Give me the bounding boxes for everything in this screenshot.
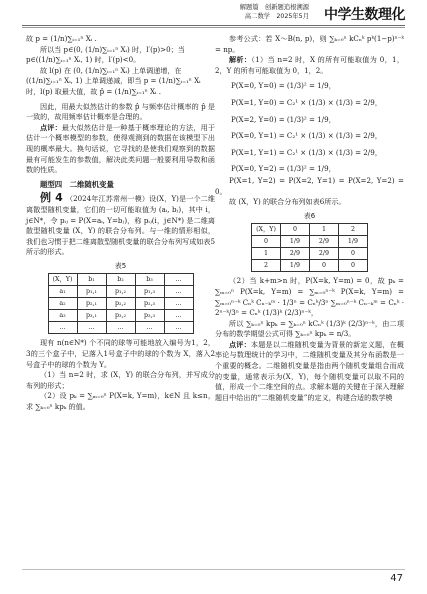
reference-formula: 参考公式：若 X～B(n, p)，则 ∑ₖ₌₀ⁿ kCₙᵏ pᵏ(1−p)ⁿ⁻ᵏ = np。	[215, 34, 404, 54]
table-cell: a₂	[48, 298, 77, 310]
table-cell: 1/9	[281, 260, 310, 272]
right-note-body: 本题是以二维随机变量为背景的新定义题，在概率论与数理统计的学习中，二维随机变量及其分布函数是一个重要的概念。二维随机变量是指由两个随机变量组合而成的变量，通常表示为(X，Y)，每个随机变量可以取不同的值，形成一个二维空间的点。求解本题的关键在于深入理解题目中给出的“二维随机变量”的定义，构建合适的数学模	[215, 339, 405, 402]
table-5-header-row	[48, 274, 193, 286]
question-2: （2）设 pₖ = ∑ₘ₌₀ⁿ P(X=k, Y=m)，k∈N 且 k≤n，求 ∑ₖ₌₀ⁿ kpₖ 的值。	[26, 391, 215, 412]
table-cell: …	[48, 322, 77, 334]
left-note-body: 最大似然估计是一种基于概率理论的方法，用于估计一个概率模型的参数，使得观测到的数据在该模型下出现的概率最大。换句话说，它寻找的是使我们观察到的数据最有可能发生的参数值，解决此类问题一般要利用导数和函数的性质。	[26, 122, 216, 175]
prob-equation: P(X=1, Y=1) = C₂¹ × (1/3) × (1/3) = 2/9，	[231, 147, 382, 157]
table-cell: 0	[310, 260, 339, 272]
after-table-text: 现有 n(n∈N*) 个不同的球等可能地放入编号为1，2，3的三个盒子中，记落入1号盒子中的球的个数为 X，落入2号盒子中的球的个数为 Y。	[26, 338, 215, 369]
solution-conclusion: 所以 ∑ₖ₌₀ⁿ kpₖ = ∑ₖ₌₀ⁿ kCₙᵏ (1/3)ᵏ (2/3)ⁿ⁻ᵏ，由二项分布的数学期望公式可得 ∑ₖ₌₀ⁿ kpₖ = n/3。	[215, 318, 404, 339]
zero-probabilities: P(X=1, Y=2) = P(X=2, Y=1) = P(X=2, Y=2) = 0。	[215, 175, 404, 196]
table-6-header-cell: 1	[310, 224, 339, 236]
table-cell: …	[77, 322, 106, 334]
table-cell: p₁,₂	[106, 286, 135, 298]
table-cell: 0	[339, 248, 368, 260]
table-cell: …	[164, 310, 193, 322]
prob-equation: P(X=0, Y=1) = C₂¹ × (1/3) × (1/3) = 2/9，	[231, 131, 382, 141]
table-cell: 2	[252, 260, 281, 272]
page-number: 47	[390, 573, 403, 584]
table-cell: 1/9	[281, 236, 310, 248]
page-header	[0, 0, 427, 30]
left-note-label: 点评：	[40, 122, 62, 132]
table-cell: p₂,₃	[135, 298, 164, 310]
table-cell: …	[106, 322, 135, 334]
table-5-header-cell: b₁	[77, 274, 106, 286]
table-row	[252, 260, 368, 272]
prob-equation: P(X=2, Y=0) = (1/3)² = 1/9，	[231, 114, 336, 124]
header-line-1: 解题篇 创新题追根溯源	[239, 4, 309, 11]
magazine-logo: 中学生数理化	[324, 7, 405, 23]
left-column	[26, 34, 215, 413]
table-6-header-cell: 0	[281, 224, 310, 236]
left-line-6: 时，l(p) 取最大值，故 p̂ = (1/n)∑ᵢ₌₁ⁿ Xᵢ .	[26, 86, 161, 96]
table-row	[252, 236, 368, 248]
table-cell: 2/9	[281, 248, 310, 260]
right-note	[215, 340, 404, 404]
table-cell: p₃,₃	[135, 310, 164, 322]
table-cell: p₁,₁	[77, 286, 106, 298]
table-cell: p₃,₂	[106, 310, 135, 322]
table-row	[48, 298, 193, 310]
table-cell: p₁,₃	[135, 286, 164, 298]
table-6-intro: 故 (X，Y) 的联合分布列如表6所示。	[229, 197, 346, 207]
example-body: （2024年江苏常州一模）设(X，Y)是一个二维离散型随机变量，它们的一切可能取值为 (aᵢ, bⱼ)，其中 i，j∈N*，令 pᵢⱼ = P(X=aᵢ, Y=bⱼ)，称 pᵢⱼ(i，j∈N*) 是二维离散型随机变量 (X，Y) 的联合分布列。与一维的情形相似，我们也习惯于把二维离散型随机变量的联合分布列写成如表5所示的形式。	[26, 194, 216, 257]
header-rule-thin	[22, 27, 405, 28]
table-cell: …	[164, 286, 193, 298]
header-text	[240, 3, 309, 21]
table-cell: 1/9	[339, 236, 368, 248]
solution-intro	[215, 55, 404, 76]
table-cell: p₂,₂	[106, 298, 135, 310]
table-5-header-cell: (X，Y)	[48, 274, 77, 286]
left-line-1: 故 p = (1/n)∑ᵢ₌₁ⁿ Xᵢ .	[26, 34, 97, 43]
table-cell: a₁	[48, 286, 77, 298]
table-5-header-cell: …	[164, 274, 193, 286]
table-cell: …	[164, 298, 193, 310]
header-rule	[22, 25, 405, 26]
left-line-2: 所以当 p∈(0, (1/n)∑ᵢ₌₁ⁿ Xᵢ) 时，l′(p)>0；当	[40, 44, 185, 54]
example-4	[26, 193, 215, 258]
table-6-header-cell: 2	[339, 224, 368, 236]
table-5	[48, 273, 194, 334]
table-6-caption: 表6	[303, 211, 316, 220]
left-line-3: p∈((1/n)∑ᵢ₌₁ⁿ Xᵢ, 1) 时，l′(p)<0。	[26, 55, 141, 65]
table-5-header-cell: b₂	[106, 274, 135, 286]
table-5-caption: 表5	[114, 261, 127, 270]
table-cell: 0	[252, 236, 281, 248]
table-6-header-cell: (X，Y)	[252, 224, 281, 236]
footer-rule	[22, 569, 405, 570]
table-row	[48, 310, 193, 322]
prob-equation: P(X=0, Y=0) = (1/3)² = 1/9，	[231, 81, 336, 91]
example-label: 例 4	[40, 191, 63, 205]
left-line-7: 因此，用最大似然估计的参数 p̂ 与频率估计概率的 p̂ 是一致的，故用频率估计概率是合理的。	[26, 101, 215, 122]
table-cell: 1	[252, 248, 281, 260]
table-cell: p₂,₁	[77, 298, 106, 310]
table-cell: 2/9	[310, 236, 339, 248]
solution-label: 解析：	[229, 55, 252, 65]
table-cell: p₃,₁	[77, 310, 106, 322]
question-1: （1）当 n=2 时，求 (X，Y) 的联合分布列，并写成分布列的形式；	[26, 370, 215, 390]
header-line-2: 高二数学 2025年5月	[244, 13, 309, 20]
table-6	[251, 223, 368, 272]
section-heading: 题型四 二维随机变量	[40, 179, 114, 189]
table-5-header-cell: b₃	[135, 274, 164, 286]
left-line-5: ((1/n)∑ᵢ₌₁ⁿ Xᵢ, 1) 上单调递减，即当 p = (1/n)∑ᵢ₌₁ⁿ Xᵢ	[26, 76, 201, 86]
prob-equation: P(X=0, Y=2) = (1/3)² = 1/9，	[231, 164, 336, 174]
table-6-header-row	[252, 224, 368, 236]
table-cell: …	[135, 322, 164, 334]
table-row	[252, 248, 368, 260]
table-cell: …	[164, 322, 193, 334]
table-row	[48, 286, 193, 298]
table-cell: a₃	[48, 310, 77, 322]
solution-part-1: （1）当 n=2 时，X 的所有可能取值为 0，1，2，Y 的所有可能取值为 0，1，2。	[215, 55, 404, 75]
table-cell: 2/9	[310, 248, 339, 260]
left-line-4: 故 l(p) 在 (0, (1/n)∑ᵢ₌₁ⁿ Xᵢ) 上单调递增，在	[40, 65, 182, 75]
solution-part-2: （2）当 k+m>n 时，P(X=k, Y=m) = 0，故 pₖ = ∑ₘ₌₀ⁿ P(X=k, Y=m) = ∑ₘ₌₀ⁿ⁻ᵏ P(X=k, Y=m) = ∑ₘ₌₀ⁿ⁻ᵏ Cₙᵏ Cₙ₋ₖᵐ · 1/3ⁿ = Cₙᵏ/3ⁿ ∑ₘ₌₀ⁿ⁻ᵏ Cₙ₋ₖᵐ = Cₙᵏ · 2ⁿ⁻ᵏ/3ⁿ = Cₙᵏ (1/3)ᵏ (2/3)ⁿ⁻ᵏ，	[215, 276, 404, 318]
right-note-label: 点评：	[229, 339, 251, 349]
table-cell: 0	[339, 260, 368, 272]
left-note	[26, 123, 215, 176]
prob-equation: P(X=1, Y=0) = C₂¹ × (1/3) × (1/3) = 2/9，	[231, 97, 382, 107]
right-column	[215, 34, 404, 403]
table-row	[48, 322, 193, 334]
